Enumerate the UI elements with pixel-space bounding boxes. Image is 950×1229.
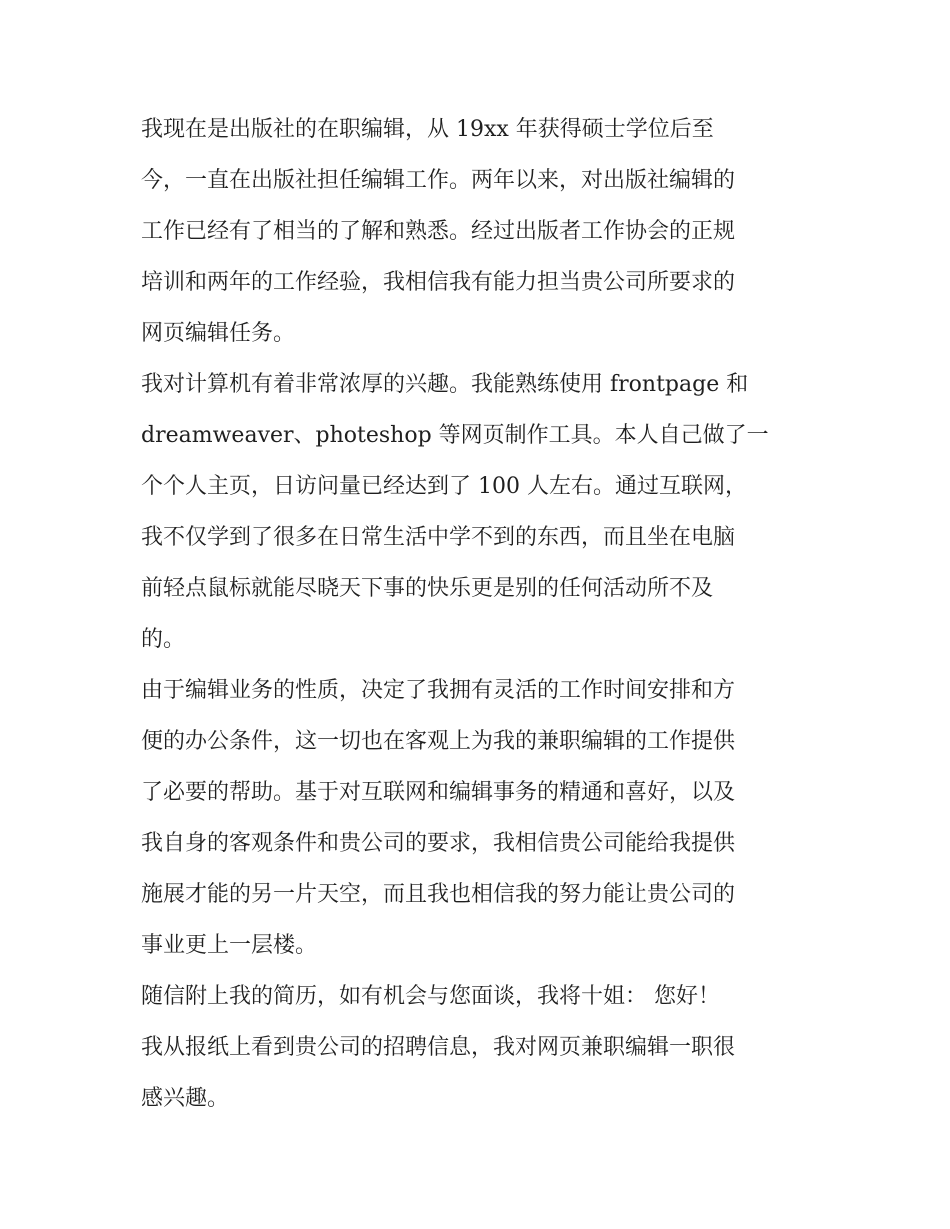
text-line: 感兴趣。: [141, 1086, 230, 1111]
text-line: 我自身的客观条件和贵公司的要求，我相信贵公司能给我提供: [141, 831, 736, 856]
text-line: 随信附上我的简历，如有机会与您面谈，我将十姐： 您好！: [141, 984, 720, 1009]
text-line: 我对计算机有着非常浓厚的兴趣。我能熟练使用 frontpage 和: [141, 372, 749, 397]
text-line: 网页编辑任务。: [141, 321, 296, 346]
text-line: 工作已经有了相当的了解和熟悉。经过出版者工作协会的正规: [141, 219, 736, 244]
text-line: 前轻点鼠标就能尽晓天下事的快乐更是别的任何活动所不及: [141, 576, 714, 601]
text-line: 培训和两年的工作经验，我相信我有能力担当贵公司所要求的: [141, 270, 736, 295]
text-line: 由于编辑业务的性质，决定了我拥有灵活的工作时间安排和方: [141, 678, 736, 703]
text-line: 我现在是出版社的在职编辑，从 19xx 年获得硕士学位后至: [141, 117, 714, 142]
text-line: 个个人主页，日访问量已经达到了 100 人左右。通过互联网，: [141, 474, 747, 499]
text-line: 便的办公条件，这一切也在客观上为我的兼职编辑的工作提供: [141, 729, 736, 754]
text-line: 今，一直在出版社担任编辑工作。两年以来，对出版社编辑的: [141, 168, 736, 193]
text-line: 的。: [141, 627, 186, 652]
text-line: 我从报纸上看到贵公司的招聘信息，我对网页兼职编辑一职很: [141, 1035, 736, 1060]
document-body: [141, 104, 816, 1124]
text-line: 我不仅学到了很多在日常生活中学不到的东西，而且坐在电脑: [141, 525, 736, 550]
text-line: 施展才能的另一片天空，而且我也相信我的努力能让贵公司的: [141, 882, 736, 907]
text-line: 事业更上一层楼。: [141, 933, 318, 958]
text-line: 了必要的帮助。基于对互联网和编辑事务的精通和喜好，以及: [141, 780, 736, 805]
text-line: dreamweaver、photeshop 等网页制作工具。本人自己做了一: [141, 423, 769, 448]
